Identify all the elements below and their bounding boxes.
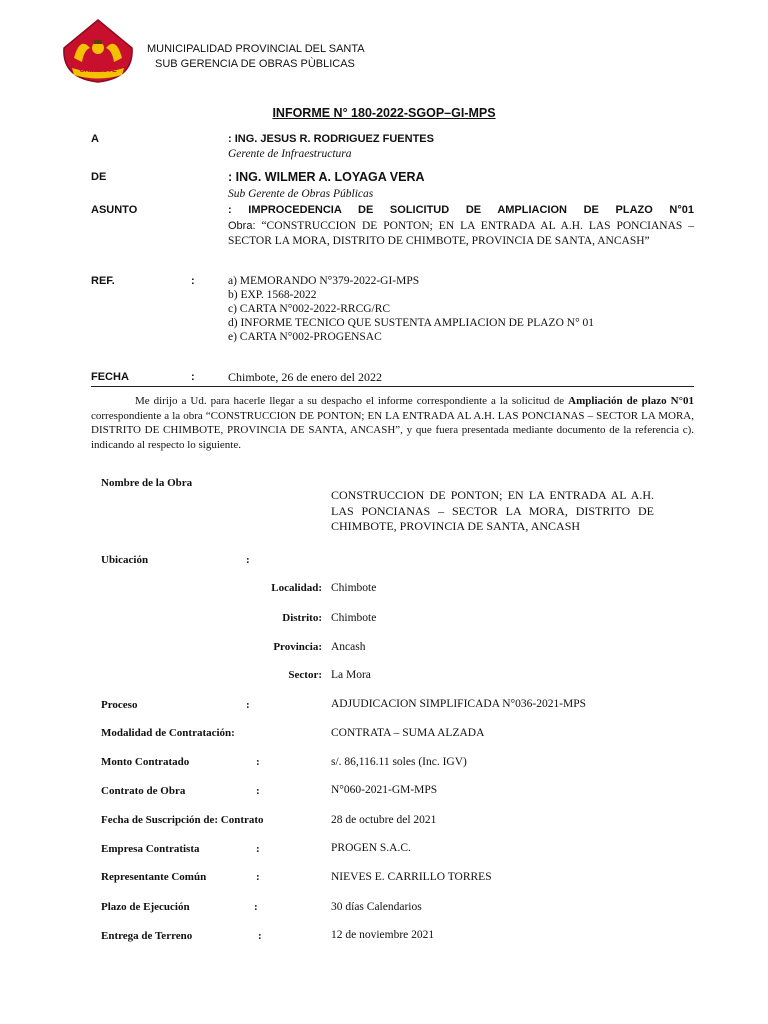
a-label: A [91,133,99,145]
ref-item: b) EXP. 1568-2022 [228,289,317,301]
localidad-value: Chimbote [331,582,377,594]
representante-colon: : [256,871,260,883]
de-role: Sub Gerente de Obras Públicas [228,188,374,200]
entrega-colon: : [258,930,262,942]
divider [91,386,694,387]
plazo-value: 30 días Calendarios [331,901,422,913]
monto-value: s/. 86,116.11 soles (Inc. IGV) [331,756,467,768]
empresa-label: Empresa Contratista [101,843,200,855]
sector-label: Sector: [288,669,322,681]
plazo-colon: : [254,901,258,913]
asunto-obra [228,219,694,249]
de-label: DE [91,171,107,183]
logo-text: CHIMBOTE [79,67,117,74]
ref-label: REF. [91,275,115,287]
paragraph-part1: Me dirijo a Ud. para hacerle llegar a su despacho el informe correspondiente a la solicitud de [135,395,569,407]
sector-value: La Mora [331,669,371,681]
asunto-obra-text: “CONSTRUCCION DE PONTON; EN LA ENTRADA AL A.H. LAS PONCIANAS – SECTOR LA MORA, DISTRITO DE CHIMBOTE, PROVINCIA DE SANTA, ANCASH” [228,220,694,247]
asunto-label: ASUNTO [91,204,138,216]
a-role: Gerente de Infraestructura [228,148,352,160]
distrito-value: Chimbote [331,612,377,624]
provincia-label: Provincia: [273,641,322,653]
paragraph-part2: correspondiente a la obra “CONSTRUCCION DE PONTON; EN LA ENTRADA AL A.H. LAS PONCIANAS – SECTOR LA MORA, DISTRITO DE CHIMBOTE, PROVINCIA DE SANTA, ANCASH”, y que fuera presentada mediante documento de la referencia c). indicando al respecto lo siguiente. [91,409,694,451]
modalidad-label: Modalidad de Contratación: [101,727,235,739]
proceso-label: Proceso [101,699,138,711]
ubicacion-label: Ubicación [101,554,149,566]
contrato-label: Contrato de Obra [101,785,186,797]
provincia-value: Ancash [331,641,366,653]
asunto-prefix: Obra: [228,220,256,232]
ref-item: a) MEMORANDO N°379-2022-GI-MPS [228,275,420,287]
monto-colon: : [256,756,260,768]
fecha-label: FECHA [91,371,129,383]
representante-value: NIEVES E. CARRILLO TORRES [331,871,492,883]
municipality-logo [60,18,136,84]
contrato-value: N°060-2021-GM-MPS [331,784,438,796]
fecha-suscripcion-label: Fecha de Suscripción de: Contrato [101,814,264,826]
entrega-label: Entrega de Terreno [101,930,193,942]
paragraph-bold: Ampliación de plazo N°01 [568,395,694,407]
ref-list [228,274,594,344]
distrito-label: Distrito: [282,612,322,624]
nombre-value: CONSTRUCCION DE PONTON; EN LA ENTRADA AL A.H. LAS PONCIANAS – SECTOR LA MORA, DISTRITO DE CHIMBOTE, PROVINCIA DE SANTA, ANCASH [331,488,654,533]
plazo-label: Plazo de Ejecución [101,901,190,913]
header-line2: SUB GERENCIA DE OBRAS PÙBLICAS [155,58,355,70]
localidad-label: Localidad: [271,582,322,594]
document-title: INFORME N° 180-2022-SGOP–GI-MPS [272,106,496,120]
contrato-colon: : [256,785,260,797]
empresa-colon: : [256,843,260,855]
empresa-value: PROGEN S.A.C. [331,842,411,854]
proceso-colon: : [246,699,250,711]
de-name: : ING. WILMER A. LOYAGA VERA [228,170,425,184]
fecha-value: Chimbote, 26 de enero del 2022 [228,370,382,384]
nombre-label: Nombre de la Obra [101,477,193,489]
body-paragraph [91,394,694,452]
ref-colon: : [191,275,195,287]
ref-item: c) CARTA N°002-2022-RRCG/RC [228,303,391,315]
monto-label: Monto Contratado [101,756,190,768]
header-line1: MUNICIPALIDAD PROVINCIAL DEL SANTA [147,43,365,55]
entrega-value: 12 de noviembre 2021 [331,929,435,941]
fecha-colon: : [191,371,195,383]
fecha-suscripcion-value: 28 de octubre del 2021 [331,814,437,826]
modalidad-value: CONTRATA – SUMA ALZADA [331,727,485,739]
ref-item: e) CARTA N°002-PROGENSAC [228,331,382,343]
ref-item: d) INFORME TECNICO QUE SUSTENTA AMPLIACION DE PLAZO N° 01 [228,317,595,329]
a-name: : ING. JESUS R. RODRIGUEZ FUENTES [228,133,434,145]
asunto-line1: : IMPROCEDENCIA DE SOLICITUD DE AMPLIACION DE PLAZO N°01 [228,204,694,216]
proceso-value: ADJUDICACION SIMPLIFICADA N°036-2021-MPS [331,698,587,710]
representante-label: Representante Común [101,871,207,883]
ubicacion-colon: : [246,554,250,566]
